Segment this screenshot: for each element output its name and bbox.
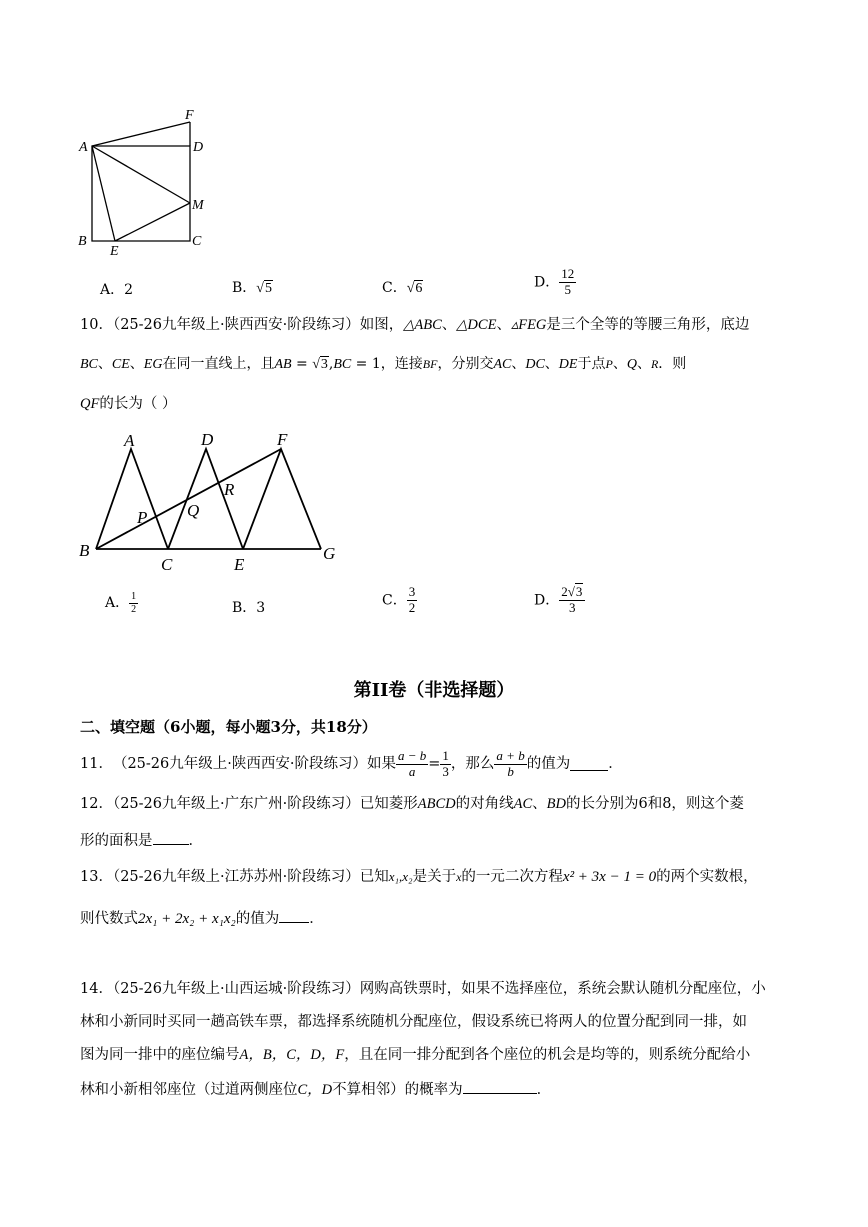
answer-blank-11[interactable] — [570, 758, 608, 771]
label-f: F — [277, 430, 288, 449]
q10-line1: 10．（25-26九年级上·陕西西安·阶段练习）如图，△ABC、△DCE、▵FEG是三个全等的等腰三角形，底边 — [80, 317, 750, 333]
q10-option-b[interactable]: B．3 — [232, 600, 266, 616]
segment-bf — [96, 449, 281, 549]
q14-line4: 林和小新相邻座位（过道两侧座位C，D不算相邻）的概率为 ． — [80, 1082, 552, 1098]
section-fill-in-blank: 二、填空题（6小题，每小题3分，共18分） — [80, 718, 377, 736]
label-e: E — [110, 244, 119, 259]
segment-af — [92, 122, 190, 146]
label-e: E — [234, 555, 245, 574]
triangle-abc — [96, 449, 168, 549]
label-p: P — [137, 508, 148, 527]
q9-figure — [70, 100, 220, 260]
label-r: R — [224, 480, 235, 499]
sqrt-3: √3 — [312, 357, 328, 372]
q12-line2: 形的面积是 ． — [80, 833, 203, 849]
label-d: D — [193, 140, 204, 155]
q9-option-d[interactable]: D． $\frac{12}{5}$ — [534, 266, 575, 297]
fraction-1-2: $\frac{1}{2}$ — [131, 591, 137, 615]
q9-option-c[interactable]: C．√6 — [382, 280, 423, 296]
fraction-12-5: $\frac{12}{5}$ — [561, 266, 575, 297]
label-b: B — [78, 234, 87, 249]
q10-option-c[interactable]: C． $\frac{3}{2}$ — [382, 584, 416, 615]
label-g: G — [323, 544, 336, 563]
q14-line3: 图为同一排中的座位编号A，B，C，D，F，且在同一排分配到各个座位的机会是均等的，则系统分配给小 — [80, 1047, 751, 1063]
label-q: Q — [187, 501, 200, 520]
label-c: C — [192, 234, 202, 249]
label-a: A — [79, 140, 88, 155]
square-abcd — [92, 146, 190, 241]
fraction-a-plus-b-over-b: $\frac{a + b}{b}$ — [496, 747, 525, 779]
q14-line1: 14．（25-26九年级上·山西运城·阶段练习）网购高铁票时，如果不选择座位，系统会默认随机分配座位，小 — [80, 981, 766, 997]
q13-line2: 则代数式2x₁ + 2x₂ + x₁x₂的值为 ． — [80, 911, 324, 927]
segment-am — [92, 146, 190, 203]
sqrt-5: √5 — [256, 281, 272, 296]
answer-blank-12[interactable] — [153, 832, 189, 845]
sqrt-6: √6 — [406, 281, 423, 296]
q10-option-d[interactable]: D． $\frac{2√3}{3}$ — [534, 585, 585, 616]
q12-line1: 12．（25-26九年级上·广东广州·阶段练习）已知菱形ABCD的对角线AC、BD的长分别为6和8，则这个菱 — [80, 796, 744, 812]
part2-title: 第II卷（非选择题） — [353, 680, 515, 701]
answer-blank-14[interactable] — [463, 1081, 537, 1094]
q10-figure — [70, 425, 350, 580]
segment-ae — [92, 146, 115, 241]
label-d: D — [201, 430, 214, 449]
q9-option-b[interactable]: B．√5 — [232, 280, 272, 296]
label-b: B — [79, 541, 90, 560]
label-m: M — [192, 198, 204, 213]
q10-line2: BC、CE、EG在同一直线上，且AB = √3,BC = 1，连接BF，分别交AC、DC、DE于点P、Q、R．则 — [80, 356, 687, 372]
q13-line1: 13．（25-26九年级上·江苏苏州·阶段练习）已知x₁,x₂是关于x的一元二次方程x² + 3x − 1 = 0的两个实数根， — [80, 869, 758, 885]
fraction-1-3: $\frac{1}{3}$ — [442, 747, 449, 779]
label-f: F — [185, 108, 194, 123]
q14-line2: 林和小新同时买同一趟高铁车票，都选择系统随机分配座位，假设系统已将两人的位置分配到同一排，如 — [80, 1014, 747, 1030]
fraction-2sqrt3-3: $\frac{2√3}{3}$ — [559, 585, 585, 616]
answer-blank-13[interactable] — [279, 910, 309, 923]
label-a: A — [124, 431, 135, 450]
q9-option-a[interactable]: A．2 — [100, 282, 134, 298]
triangle-dce — [168, 449, 243, 549]
q10-line3: QF的长为（ ） — [80, 396, 177, 412]
fraction-3-2: $\frac{3}{2}$ — [408, 584, 416, 615]
q11-line: 11． （25-26九年级上·陕西西安·阶段练习） 如果 $\frac{a - b}{a}$ = $\frac{1}{3}$ ，那么 $\frac{a + b}{b}$ 的值为 ． — [80, 747, 623, 779]
fraction-a-minus-b-over-a: $\frac{a - b}{a}$ — [397, 747, 427, 779]
segment-em — [115, 203, 190, 241]
label-c: C — [161, 555, 173, 574]
q10-option-a[interactable]: A． $\frac{1}{2}$ — [105, 591, 137, 615]
